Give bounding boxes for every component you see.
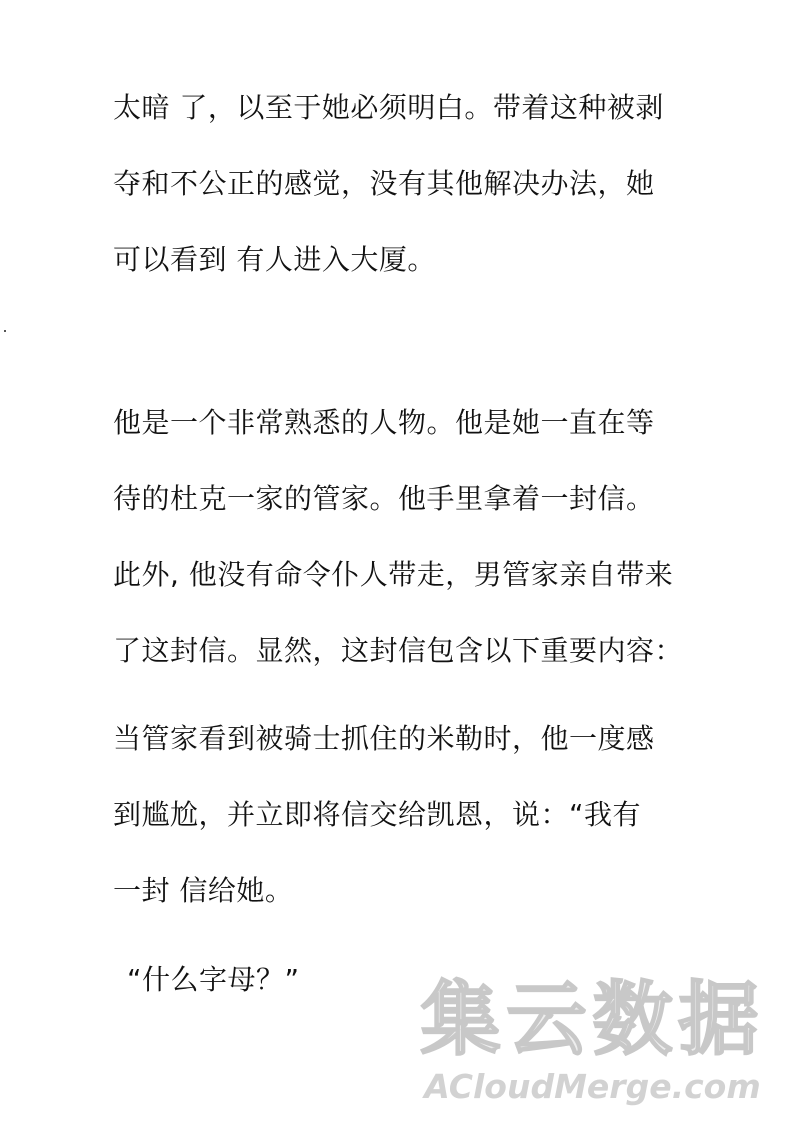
text-line: 可以看到 有人进入大厦。 (113, 243, 436, 276)
text-line: 到尴尬，并立即将信交给凯恩，说：“我有 (113, 798, 642, 831)
text-line: 待的杜克一家的管家。他手里拿着一封信。 (113, 482, 655, 515)
text-line: 他是一个非常熟悉的人物。他是她一直在等 (113, 406, 655, 439)
text-line: 当管家看到被骑士抓住的米勒时，他一度感 (113, 722, 655, 755)
scan-speck (4, 330, 6, 332)
text-line: 夺和不公正的感觉，没有其他解决办法，她 (113, 167, 655, 200)
text-line: 此外, 他没有命令仆人带走，男管家亲自带来 (113, 558, 674, 591)
watermark-logo (405, 975, 780, 1115)
text-line: “什么字母？” (127, 963, 300, 996)
text-line: 太暗 了，以至于她必须明白。带着这种被剥 (113, 91, 664, 124)
text-line: 一封 信给她。 (113, 874, 294, 907)
text-line: 了这封信。显然，这封信包含以下重要内容： (113, 634, 684, 667)
watermark-english: ACloudMerge.com (424, 1067, 761, 1106)
watermark-chinese: 集云数据 (420, 973, 765, 1066)
